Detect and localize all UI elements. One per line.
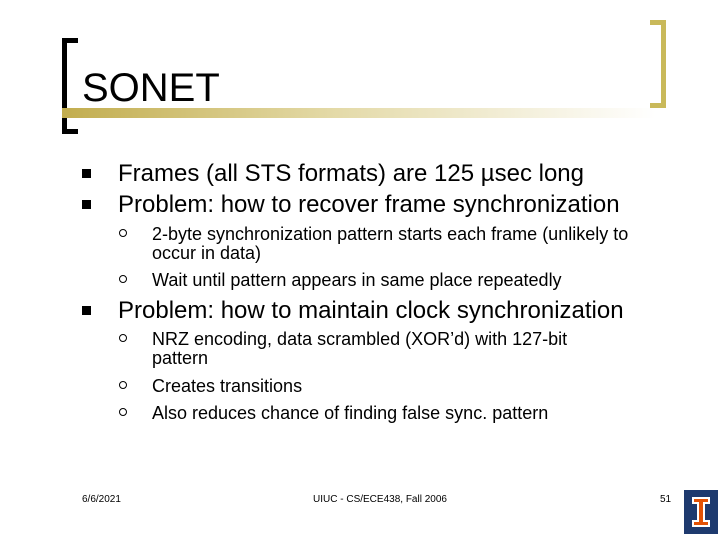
circle-bullet-icon [119,275,127,283]
square-bullet-icon [82,200,91,209]
square-bullet-icon [82,169,91,178]
sub-bullet-text: 2-byte synchronization pattern starts each frame (unlikely to occur in data) [152,224,629,263]
footer-date: 6/6/2021 [82,494,121,505]
circle-bullet-icon [119,408,127,416]
square-bullet-icon [82,306,91,315]
slide-title: SONET [82,66,220,110]
footer-course: UIUC - CS/ECE438, Fall 2006 [313,494,447,505]
bullet-text: Problem: how to recover frame synchronization [118,191,620,218]
sub-bullet-text: Creates transitions [152,376,303,396]
illinois-block-i-icon [684,490,718,534]
circle-bullet-icon [119,334,127,342]
bullet-text: Frames (all STS formats) are 125 µsec long [118,160,584,187]
title-bracket-right [650,20,666,108]
circle-bullet-icon [119,229,127,237]
bullet-text: Problem: how to maintain clock synchronization [118,297,624,324]
title-bracket-left [62,38,78,134]
sub-bullet-text: Wait until pattern appears in same place repeatedly [152,270,562,290]
footer-page-number: 51 [660,494,672,505]
sub-bullet-text: Also reduces chance of finding false sync. pattern [152,403,549,423]
circle-bullet-icon [119,381,127,389]
sub-bullet-text: NRZ encoding, data scrambled (XOR’d) with 127-bit pattern [152,329,568,368]
